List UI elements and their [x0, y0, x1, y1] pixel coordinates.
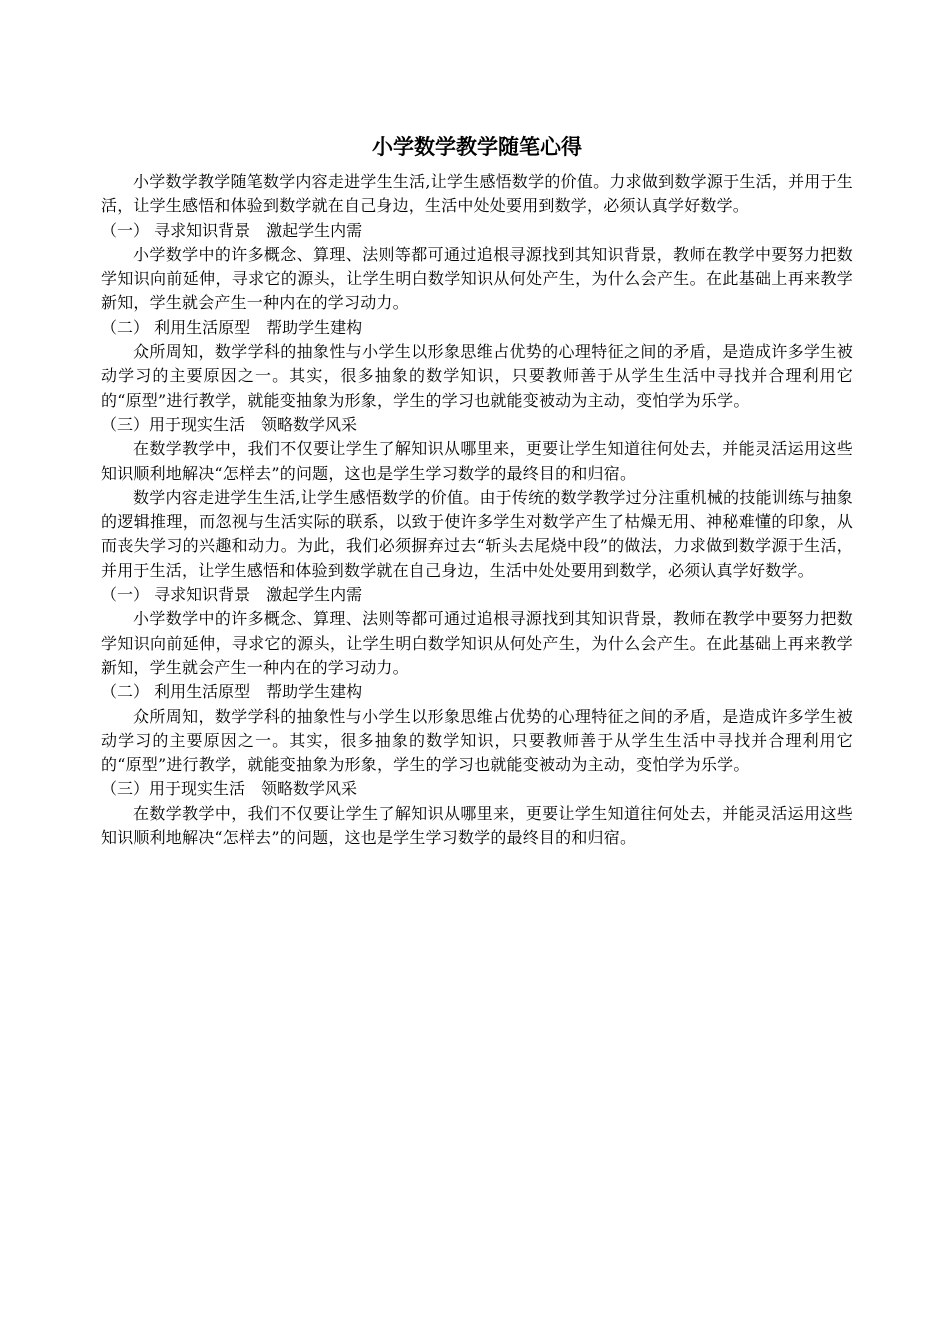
section-heading: （二） 利用生活原型 帮助学生建构	[101, 682, 363, 702]
section-heading: （二） 利用生活原型 帮助学生建构	[101, 317, 363, 337]
document-title: 小学数学教学随笔心得	[372, 135, 582, 159]
section-heading: （一） 寻求知识背景 激起学生内需	[101, 220, 363, 240]
document-body	[101, 132, 853, 850]
paragraph: 众所周知，数学学科的抽象性与小学生以形象思维占优势的心理特征之间的矛盾，是造成许多学生被动学习的主要原因之一。其实，很多抽象的数学知识，只要教师善于从学生生活中寻找并合理利用它的“原型”进行教学，就能变抽象为形象，学生的学习也就能变被动为主动，变怕学为乐学。	[101, 342, 853, 410]
paragraph: 众所周知，数学学科的抽象性与小学生以形象思维占优势的心理特征之间的矛盾，是造成许多学生被动学习的主要原因之一。其实，很多抽象的数学知识，只要教师善于从学生生活中寻找并合理利用它的“原型”进行教学，就能变抽象为形象，学生的学习也就能变被动为主动，变怕学为乐学。	[101, 706, 853, 775]
paragraph: 数学内容走进学生生活,让学生感悟数学的价值。由于传统的数学教学过分注重机械的技能训练与抽象的逻辑推理，而忽视与生活实际的联系，以致于使许多学生对数学产生了枯燥无用、神秘难懂的印象，从而丧失学习的兴趣和动力。为此，我们必须摒弃过去“斩头去尾烧中段”的做法，力求做到数学源于生活，并用于生活，让学生感悟和体验到数学就在自己身边，生活中处处要用到数学，必须认真学好数学。	[101, 487, 853, 580]
section-heading: （三）用于现实生活 领略数学风采	[101, 414, 358, 434]
paragraph: 小学数学教学随笔数学内容走进学生生活,让学生感悟数学的价值。力求做到数学源于生活，并用于生活，让学生感悟和体验到数学就在自己身边，生活中处处要用到数学，必须认真学好数学。	[101, 172, 853, 216]
paragraph: 在数学教学中，我们不仅要让学生了解知识从哪里来，更要让学生知道往何处去，并能灵活运用这些知识顺利地解决“怎样去”的问题，这也是学生学习数学的最终目的和归宿。	[101, 803, 853, 848]
paragraph: 在数学教学中，我们不仅要让学生了解知识从哪里来，更要让学生知道往何处去，并能灵活运用这些知识顺利地解决“怎样去”的问题，这也是学生学习数学的最终目的和归宿。	[101, 439, 853, 483]
section-heading: （三）用于现实生活 领略数学风采	[101, 779, 358, 799]
paragraph: 小学数学中的许多概念、算理、法则等都可通过追根寻源找到其知识背景，教师在教学中要努力把数学知识向前延伸，寻求它的源头，让学生明白数学知识从何处产生，为什么会产生。在此基础上再来教学新知，学生就会产生一种内在的学习动力。	[101, 244, 853, 313]
paragraph: 小学数学中的许多概念、算理、法则等都可通过追根寻源找到其知识背景，教师在教学中要努力把数学知识向前延伸，寻求它的源头，让学生明白数学知识从何处产生，为什么会产生。在此基础上再来教学新知，学生就会产生一种内在的学习动力。	[101, 609, 853, 677]
section-heading: （一） 寻求知识背景 激起学生内需	[101, 585, 363, 605]
